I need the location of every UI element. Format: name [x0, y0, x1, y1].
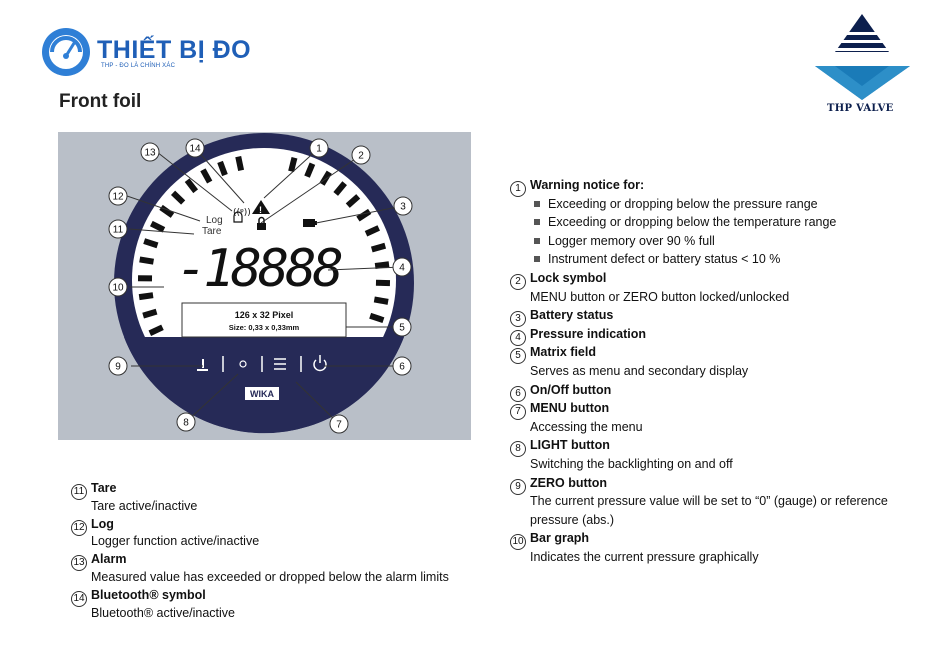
description-line: Switching the backlighting on and off	[530, 457, 733, 471]
callout-number: 4	[399, 262, 405, 274]
tare-label: Tare	[202, 226, 222, 237]
matrix-line2: Size: 0,33 x 0,33mm	[228, 323, 300, 332]
callout-number: 14	[189, 143, 201, 155]
log-label: Log	[206, 215, 223, 226]
bullet-line: Exceeding or dropping below the pressure range	[534, 197, 818, 212]
callout-number: 11	[112, 224, 124, 236]
brand-logo	[40, 22, 300, 82]
item-title: ZERO button	[530, 475, 608, 490]
callout-number: 12	[112, 191, 124, 203]
bullet-line: Logger memory over 90 % full	[534, 234, 715, 249]
brand-tagline: THP - ĐO LÀ CHÍNH XÁC	[101, 63, 176, 69]
bar-segment	[139, 295, 153, 297]
item-title: Lock symbol	[530, 271, 607, 285]
item-number: 2	[510, 274, 526, 290]
callout-number: 6	[399, 361, 405, 373]
item-title: On/Off button	[530, 382, 612, 397]
list-item	[510, 438, 610, 457]
left-description-list	[71, 481, 511, 631]
bar-segment	[291, 158, 294, 172]
list-item	[510, 345, 596, 364]
list-item	[510, 308, 613, 327]
pressure-digits: -18888	[176, 239, 340, 299]
item-number: 9	[510, 479, 526, 495]
item-number: 8	[510, 441, 526, 457]
callout-number: 13	[144, 147, 156, 159]
description-line: Serves as menu and secondary display	[530, 364, 749, 378]
brand-name: THIẾT BỊ ĐO	[97, 36, 252, 64]
callout-number: 1	[316, 143, 322, 155]
item-title: Bar graph	[530, 531, 590, 546]
description-line: Indicates the current pressure graphically	[530, 550, 759, 564]
bluetooth-icon: ((ᵠ))	[233, 208, 251, 218]
description-line: Measured value has exceeded or dropped below the alarm limits	[91, 570, 449, 584]
description-line: Bluetooth® active/inactive	[91, 605, 236, 620]
right-description-list	[510, 178, 940, 588]
item-title: Tare	[91, 481, 117, 495]
list-item	[510, 476, 607, 495]
item-title: Log	[91, 516, 114, 531]
bullet-icon	[534, 219, 540, 225]
item-number: 12	[71, 520, 87, 536]
item-title: Matrix field	[530, 345, 596, 360]
item-title: MENU button	[530, 401, 610, 416]
description-line: MENU button or ZERO button locked/unlocked	[530, 289, 790, 304]
item-title: Bluetooth® symbol	[91, 587, 206, 602]
lock-icon	[257, 223, 266, 230]
svg-text:!: !	[259, 205, 262, 215]
bar-segment	[370, 316, 383, 320]
bar-segment	[144, 241, 157, 245]
item-title: Alarm	[91, 552, 127, 567]
list-item	[71, 481, 116, 500]
list-item	[510, 271, 606, 290]
battery-icon	[303, 219, 315, 227]
description-line: Accessing the menu	[530, 419, 643, 434]
description-line: The current pressure value will be set to “0” (gauge) or reference	[530, 494, 888, 509]
item-number: 3	[510, 311, 526, 327]
callout-number: 10	[112, 282, 124, 294]
item-title: LIGHT button	[530, 438, 610, 453]
item-number: 10	[510, 534, 526, 550]
matrix-line1: 126 x 32 Pixel	[234, 310, 294, 320]
callout-number: 3	[400, 201, 406, 213]
callout-number: 9	[115, 361, 121, 373]
bullet-icon	[534, 238, 540, 244]
item-title: Warning notice for:	[530, 178, 645, 192]
bar-segment	[143, 312, 156, 316]
bar-segment	[238, 157, 241, 171]
list-item	[510, 327, 646, 346]
list-item	[71, 517, 114, 536]
list-item	[510, 383, 611, 402]
item-number: 1	[510, 181, 526, 197]
front-foil-diagram	[58, 132, 471, 440]
callout-number: 5	[399, 322, 405, 334]
bar-segment	[375, 264, 389, 266]
bar-segment	[140, 259, 154, 261]
bullet-line: Instrument defect or battery status < 10 %	[534, 252, 780, 267]
gauge-logo-icon	[40, 26, 92, 78]
list-item	[71, 552, 126, 571]
description-line: pressure (abs.)	[530, 512, 615, 527]
item-title: Pressure indication	[530, 326, 647, 341]
list-item	[510, 531, 589, 550]
section-title: Front foil	[59, 91, 142, 112]
item-title: Battery status	[530, 308, 614, 323]
item-number: 5	[510, 348, 526, 364]
front-foil-svg	[58, 132, 471, 440]
callout-number: 2	[358, 150, 364, 162]
item-number: 14	[71, 591, 87, 607]
description-line: Logger function active/inactive	[91, 534, 260, 549]
bar-segment	[374, 299, 388, 301]
description-line: Tare active/inactive	[91, 498, 198, 513]
list-item	[510, 178, 644, 197]
bullet-icon	[534, 256, 540, 262]
item-number: 4	[510, 330, 526, 346]
item-number: 11	[71, 484, 87, 500]
callout-number: 7	[336, 419, 342, 431]
bar-segment	[372, 246, 385, 250]
bullet-icon	[534, 201, 540, 207]
partner-logo-text: THP VALVE	[827, 103, 894, 114]
list-item	[510, 401, 609, 420]
item-number: 7	[510, 404, 526, 420]
callout-number: 8	[183, 417, 189, 429]
bullet-line: Exceeding or dropping below the temperature range	[534, 215, 836, 230]
item-number: 6	[510, 386, 526, 402]
item-number: 13	[71, 555, 87, 571]
wika-text: WIKA	[250, 389, 274, 399]
list-item	[71, 588, 206, 607]
